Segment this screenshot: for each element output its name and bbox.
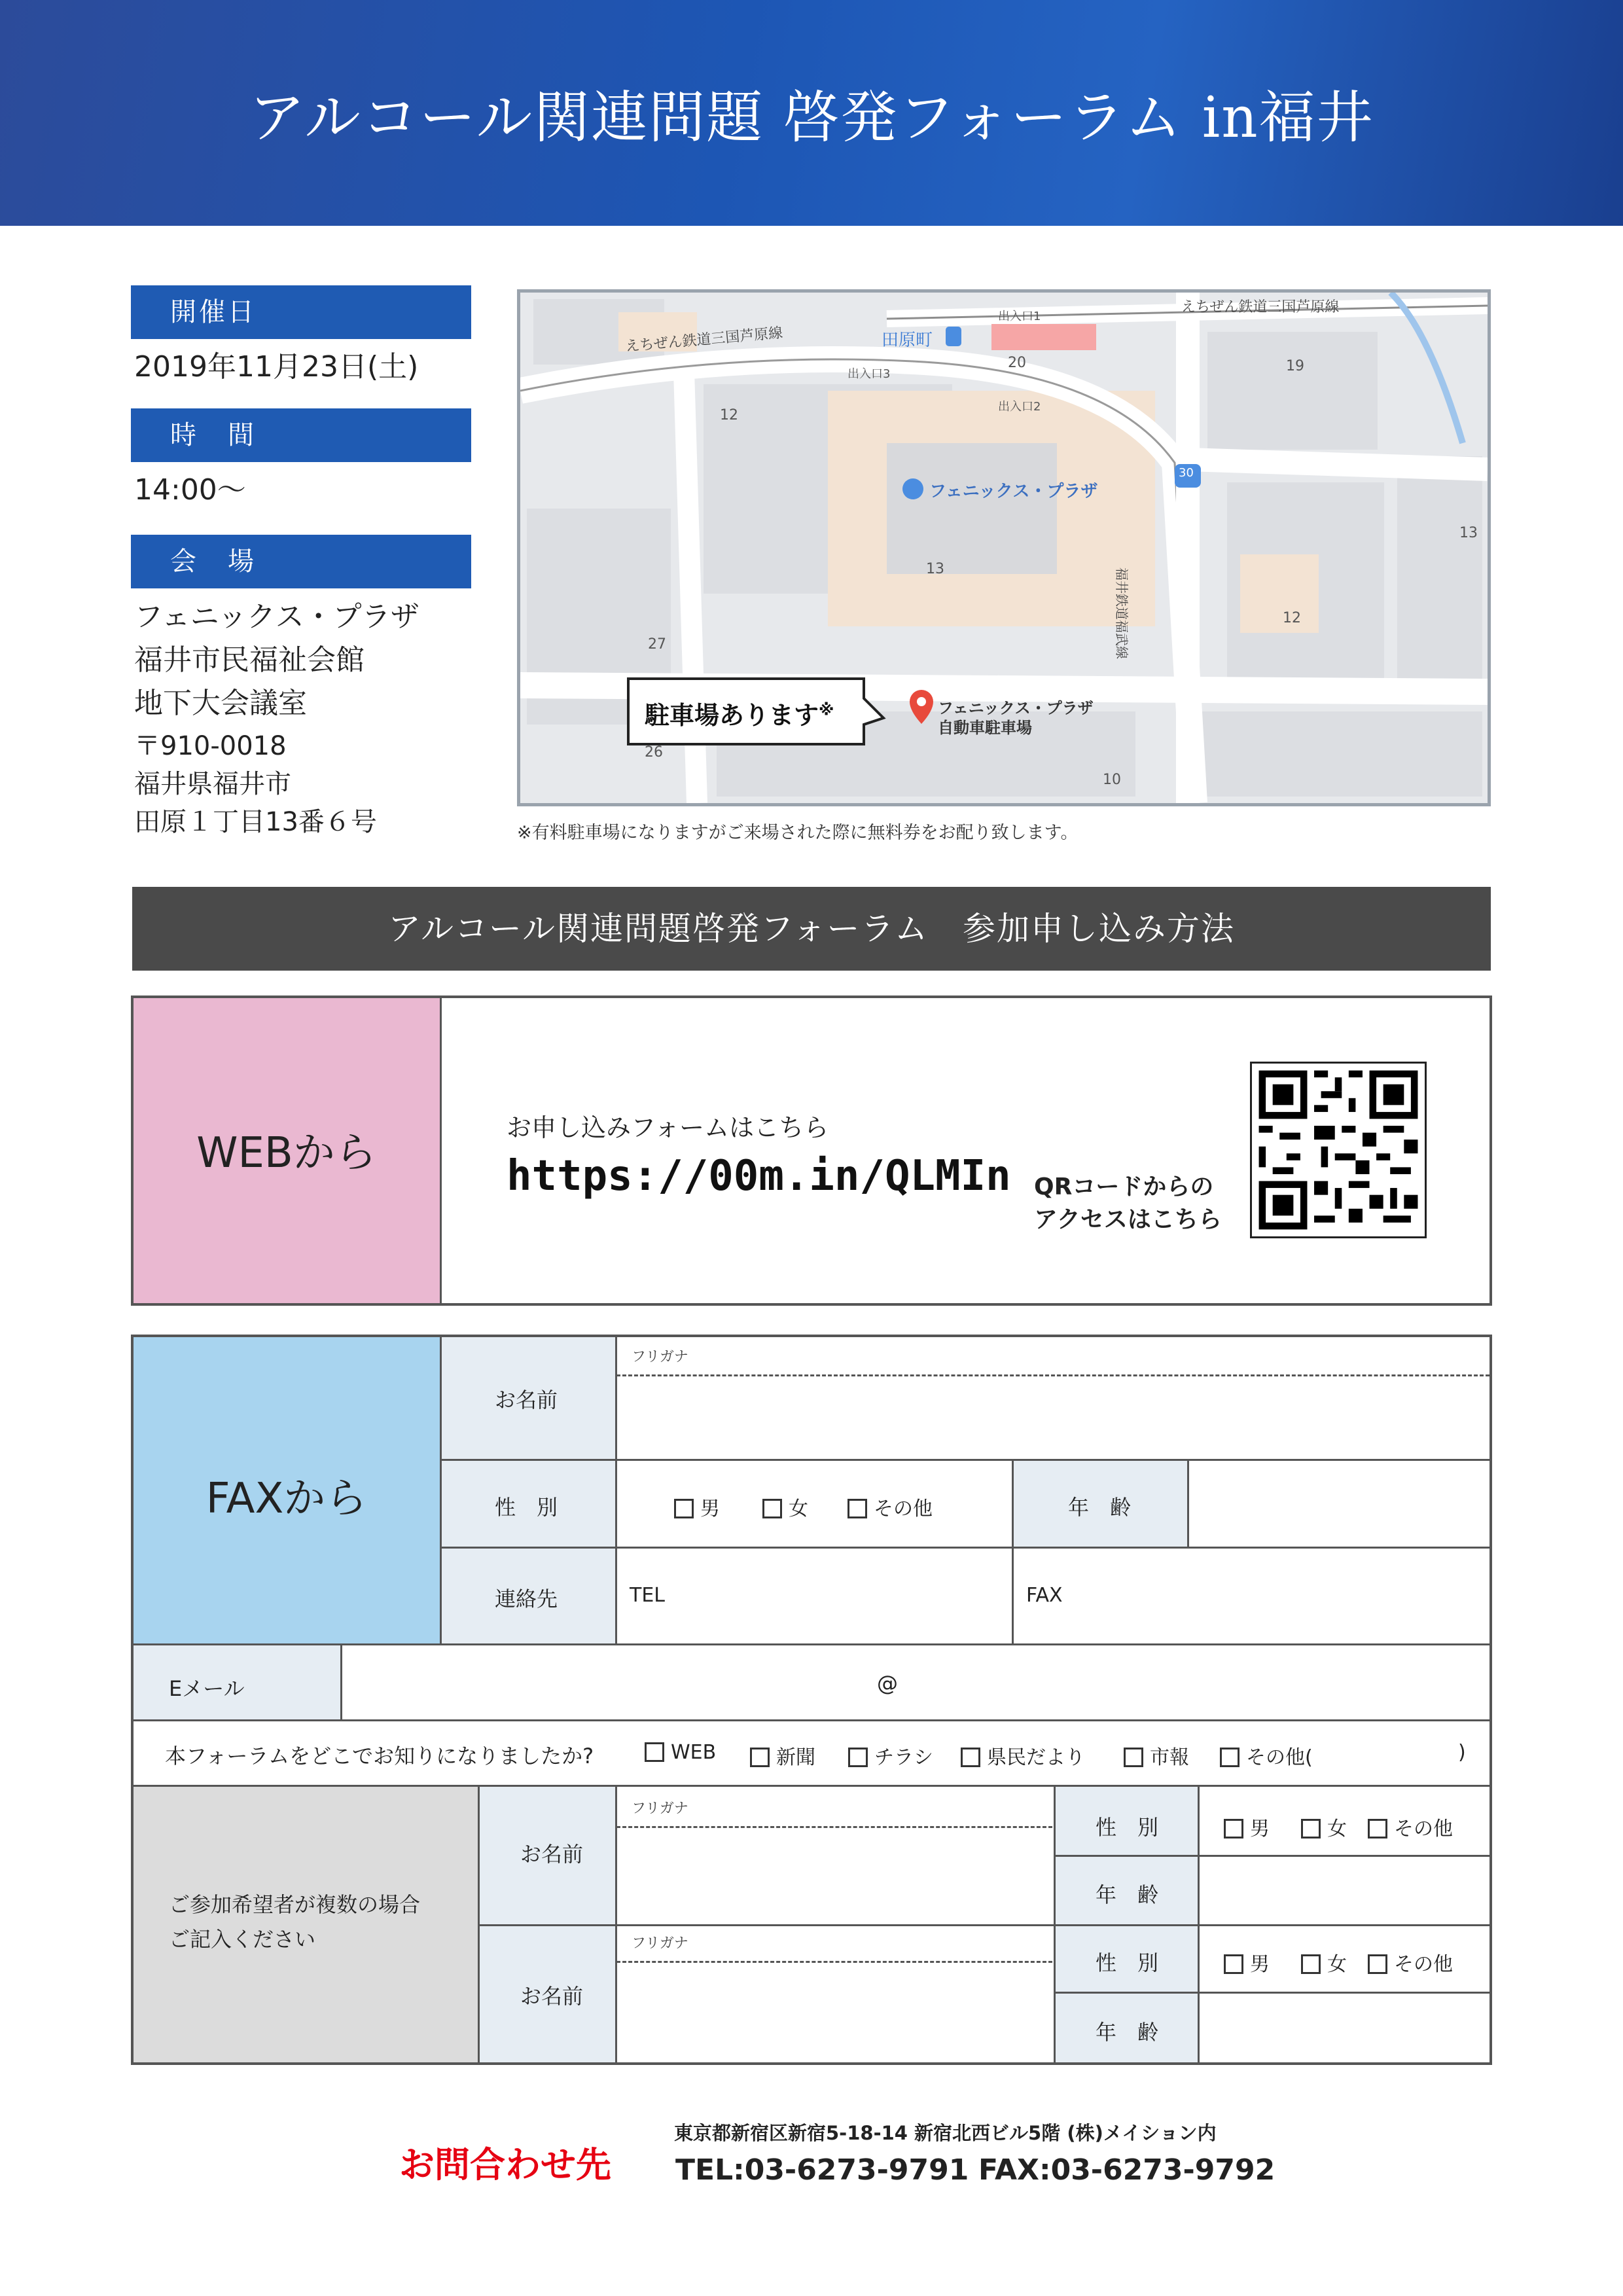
map-rail-label-3: 福井鉄道福武線 bbox=[1114, 567, 1130, 659]
map-rail-label-1: えちぜん鉄道三国芦原線 bbox=[624, 325, 784, 355]
gender-option-male[interactable]: 男 bbox=[674, 1492, 720, 1521]
map-block-number: 12 bbox=[720, 407, 738, 423]
map-parking-line2: 自動車駐車場 bbox=[938, 719, 1032, 737]
map-rail-label-2: えちぜん鉄道三国芦原線 bbox=[1181, 299, 1340, 315]
qr-code[interactable] bbox=[1250, 1062, 1427, 1238]
participant3-age-field[interactable] bbox=[1200, 1994, 1488, 2061]
gender-option-other[interactable]: その他 bbox=[1368, 1812, 1453, 1841]
checkbox[interactable] bbox=[674, 1499, 694, 1518]
source-option-city-newsletter[interactable]: 市報 bbox=[1124, 1741, 1189, 1770]
checkbox[interactable] bbox=[1124, 1748, 1143, 1767]
map-block-number: 27 bbox=[648, 636, 666, 653]
postal-code: 〒910-0018 bbox=[134, 731, 287, 761]
map-parking-callout: 駐車場あります※ bbox=[645, 700, 834, 730]
age-label: 年 齢 bbox=[1096, 2020, 1159, 2045]
name-label: お名前 bbox=[495, 1388, 558, 1412]
map-block-number: 19 bbox=[1286, 358, 1304, 374]
checkbox[interactable] bbox=[1301, 1954, 1321, 1974]
gender-option-male[interactable]: 男 bbox=[1224, 1812, 1270, 1841]
checkbox[interactable] bbox=[1224, 1819, 1243, 1839]
source-option-other[interactable]: その他( bbox=[1220, 1741, 1313, 1770]
map-block-number: 13 bbox=[926, 561, 944, 577]
map-exit2: 出入口2 bbox=[998, 400, 1041, 414]
furigana-label: フリガナ bbox=[632, 1935, 688, 1952]
email-field[interactable] bbox=[343, 1646, 1488, 1718]
map-parking-line1: フェニックス・プラザ bbox=[938, 699, 1094, 717]
participant2-name-field[interactable] bbox=[616, 1829, 1052, 1923]
date-label: 開催日 bbox=[131, 285, 471, 339]
checkbox[interactable] bbox=[1224, 1954, 1243, 1974]
map-exit1: 出入口1 bbox=[998, 310, 1041, 323]
participant2-age-field[interactable] bbox=[1200, 1857, 1488, 1923]
multi-instruction-line2: ご記入ください bbox=[169, 1927, 316, 1952]
source-option-newspaper[interactable]: 新聞 bbox=[750, 1741, 815, 1770]
map-venue-label: フェニックス・プラザ bbox=[929, 482, 1098, 501]
multi-instruction-line1: ご参加希望者が複数の場合 bbox=[169, 1892, 421, 1917]
map-block-number: 12 bbox=[1283, 610, 1301, 626]
address-line1: 福井県福井市 bbox=[134, 769, 291, 799]
email-label: Eメール bbox=[169, 1676, 245, 1701]
tel-label: TEL bbox=[630, 1584, 665, 1607]
age-label: 年 齢 bbox=[1068, 1495, 1132, 1520]
gender-option-female[interactable]: 女 bbox=[1301, 1948, 1347, 1977]
source-close-paren: ) bbox=[1458, 1741, 1466, 1764]
gender-option-female[interactable]: 女 bbox=[762, 1492, 808, 1521]
qr-caption-line1: QRコードからの bbox=[1034, 1174, 1214, 1200]
gender-option-male[interactable]: 男 bbox=[1224, 1948, 1270, 1977]
checkbox[interactable] bbox=[1368, 1954, 1387, 1974]
time-value: 14:00～ bbox=[134, 473, 246, 507]
address-line2: 田原１丁目13番６号 bbox=[134, 807, 377, 837]
gender-option-female[interactable]: 女 bbox=[1301, 1812, 1347, 1841]
contact-fax: FAX:03-6273-9792 bbox=[978, 2153, 1275, 2187]
venue-line3: 地下大会議室 bbox=[134, 687, 307, 720]
name-label: お名前 bbox=[520, 1842, 584, 1867]
qr-code-graphic bbox=[1252, 1064, 1425, 1236]
fax-label: FAXから bbox=[205, 1475, 368, 1523]
name-field[interactable] bbox=[616, 1377, 1489, 1458]
age-field[interactable] bbox=[1188, 1460, 1489, 1545]
map-block-number: 10 bbox=[1103, 772, 1121, 788]
section-header: アルコール関連問題啓発フォーラム 参加申し込み方法 bbox=[132, 887, 1491, 971]
map-block-number: 26 bbox=[645, 744, 663, 761]
parking-note: ※有料駐車場になりますがご来場された際に無料券をお配り致します。 bbox=[517, 823, 1079, 843]
page-title: アルコール関連問題 啓発フォーラム in福井 bbox=[249, 85, 1374, 151]
date-value: 2019年11月23日(土) bbox=[134, 350, 419, 384]
venue-line1: フェニックス・プラザ bbox=[134, 600, 419, 634]
web-form-text: お申し込みフォームはこちら bbox=[507, 1113, 829, 1142]
checkbox[interactable] bbox=[961, 1748, 980, 1767]
checkbox[interactable] bbox=[750, 1748, 770, 1767]
contact-tel: TEL:03-6273-9791 bbox=[675, 2153, 969, 2187]
checkbox[interactable] bbox=[1301, 1819, 1321, 1839]
gender-label: 性 別 bbox=[1096, 1815, 1159, 1840]
furigana-label: フリガナ bbox=[632, 1801, 688, 1817]
checkbox[interactable] bbox=[1368, 1819, 1387, 1839]
checkbox[interactable] bbox=[645, 1742, 664, 1762]
gender-option-other[interactable]: その他 bbox=[847, 1492, 933, 1521]
qr-caption-line2: アクセスはこちら bbox=[1034, 1206, 1222, 1233]
contact-address: 東京都新宿区新宿5-18-14 新宿北西ビル5階 (株)メイション内 bbox=[674, 2122, 1217, 2144]
checkbox[interactable] bbox=[848, 1748, 868, 1767]
name-label: お名前 bbox=[520, 1984, 584, 2009]
contact-label: 連絡先 bbox=[495, 1587, 558, 1611]
map-exit3: 出入口3 bbox=[847, 367, 891, 381]
source-question: 本フォーラムをどこでお知りになりましたか? bbox=[165, 1744, 594, 1768]
email-at-sign: @ bbox=[877, 1671, 898, 1696]
venue-map[interactable] bbox=[517, 289, 1491, 806]
web-label: WEBから bbox=[196, 1129, 377, 1177]
gender-label: 性 別 bbox=[495, 1495, 558, 1520]
time-label: 時 間 bbox=[131, 408, 471, 462]
map-station-label: 田原町 bbox=[882, 331, 933, 350]
checkbox[interactable] bbox=[762, 1499, 782, 1518]
venue-label: 会 場 bbox=[131, 535, 471, 588]
map-route-number: 30 bbox=[1179, 466, 1194, 480]
tel-field[interactable] bbox=[681, 1549, 1008, 1641]
checkbox[interactable] bbox=[1220, 1748, 1240, 1767]
gender-option-other[interactable]: その他 bbox=[1368, 1948, 1453, 1977]
checkbox[interactable] bbox=[847, 1499, 867, 1518]
participant3-name-field[interactable] bbox=[616, 1964, 1052, 2062]
furigana-label: フリガナ bbox=[632, 1349, 688, 1365]
fax-number-label: FAX bbox=[1026, 1584, 1063, 1607]
fax-number-field[interactable] bbox=[1080, 1549, 1486, 1641]
venue-line2: 福井市民福祉会館 bbox=[134, 643, 365, 677]
age-label: 年 齢 bbox=[1096, 1882, 1159, 1907]
map-block-number: 13 bbox=[1459, 525, 1478, 541]
source-option-web[interactable]: WEB bbox=[645, 1741, 716, 1764]
contact-heading: お問合わせ先 bbox=[399, 2144, 611, 2185]
gender-label: 性 別 bbox=[1096, 1950, 1159, 1975]
registration-url[interactable]: https://00m.in/QLMIn bbox=[507, 1152, 1011, 1200]
source-option-prefecture-newsletter[interactable]: 県民だより bbox=[961, 1741, 1085, 1770]
source-option-flyer[interactable]: チラシ bbox=[848, 1741, 933, 1770]
map-block-number: 20 bbox=[1008, 355, 1026, 371]
